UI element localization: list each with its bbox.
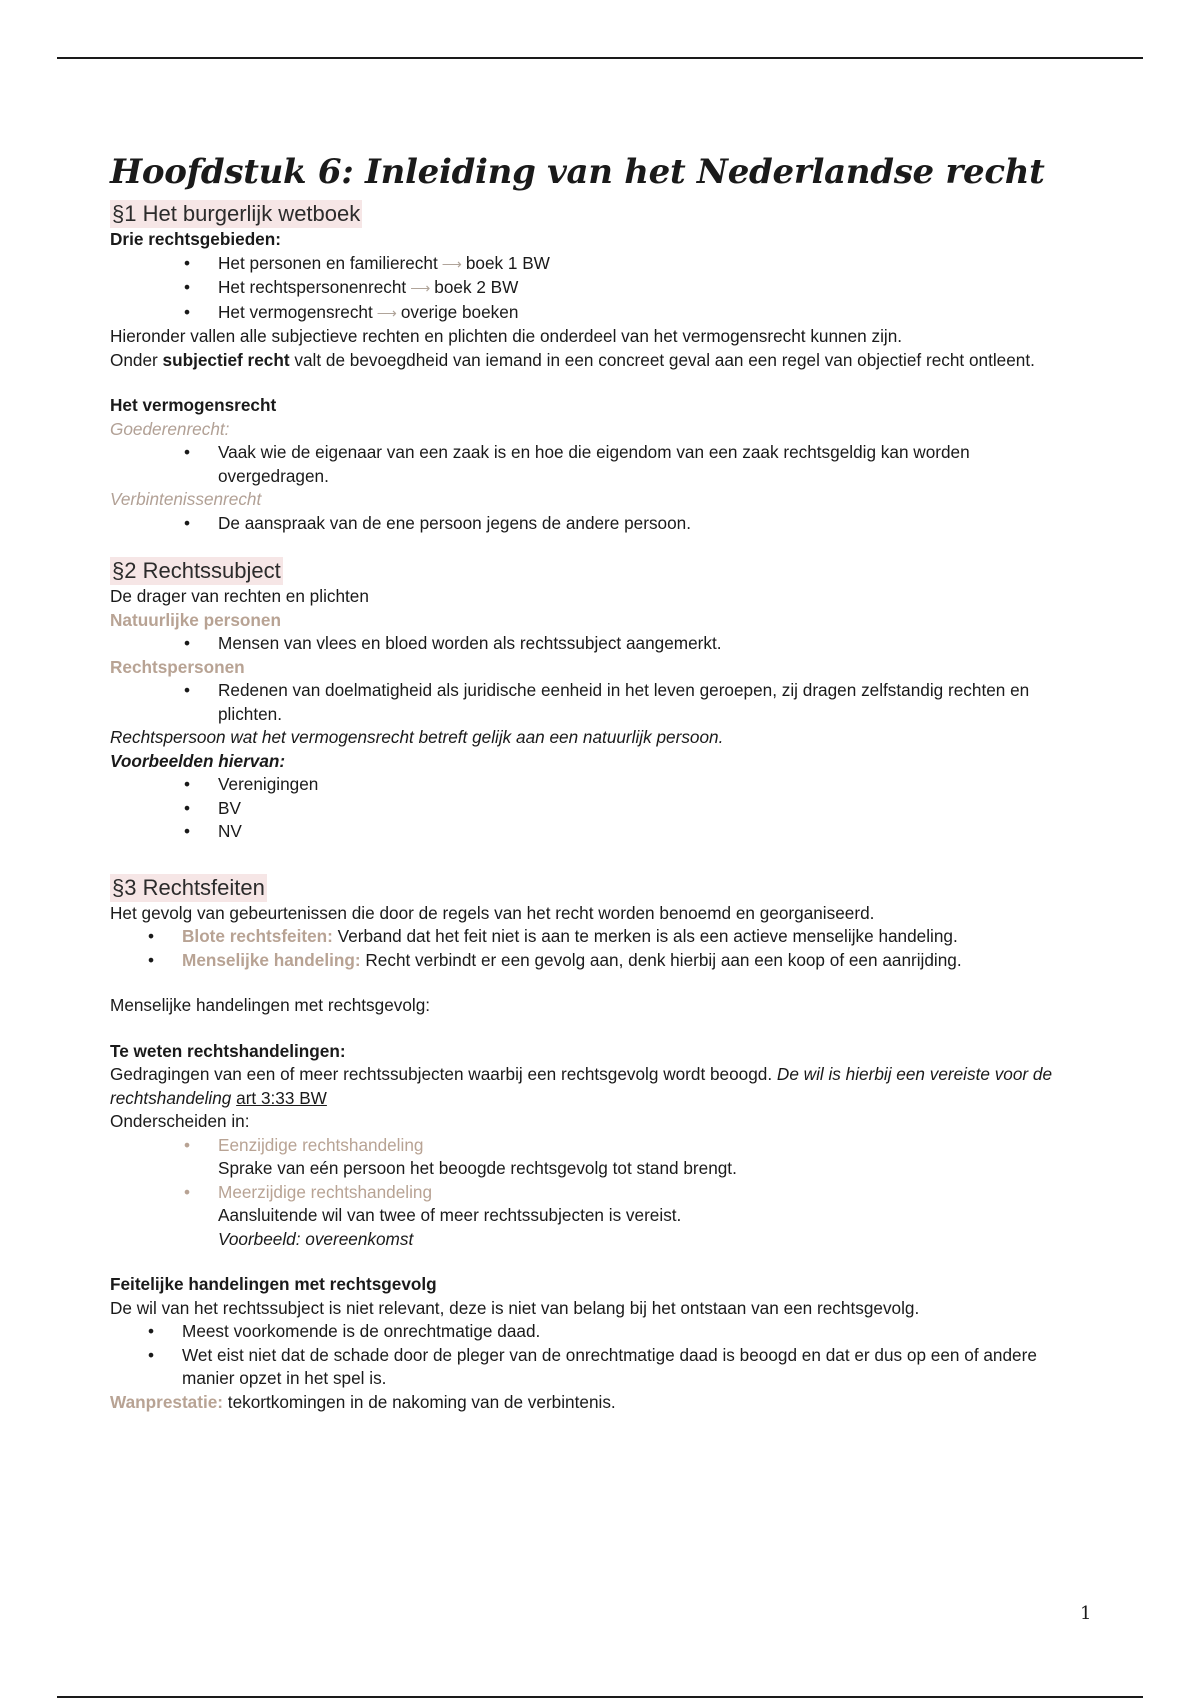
rechtspersoon-note: Rechtspersoon wat het vermogensrecht betreft gelijk aan een natuurlijk persoon. bbox=[110, 727, 724, 747]
s1-para1: Hieronder vallen alle subjectieve rechten en plichten die onderdeel van het vermogensrecht kunnen zijn. bbox=[110, 326, 903, 346]
rechtshandelingen-heading: Te weten rechtshandelingen: bbox=[110, 1040, 346, 1061]
page-title: Hoofdstuk 6: Inleiding van het Nederlandse recht bbox=[110, 152, 1045, 192]
s3-intro: Het gevolg van gebeurtenissen die door de regels van het recht worden benoemd en georganiseerd. bbox=[110, 902, 875, 923]
arrow-icon: ⟶ bbox=[410, 280, 431, 296]
page-number: 1 bbox=[1080, 1603, 1092, 1624]
list-item: • Het personen en familierecht ⟶ boek 1 BW bbox=[110, 252, 1080, 277]
s3-list bbox=[110, 925, 1080, 972]
natuurlijke-personen-label: Natuurlijke personen bbox=[110, 609, 281, 630]
bottom-rule bbox=[57, 1696, 1143, 1698]
list-item: • Het rechtspersonenrecht ⟶ boek 2 BW bbox=[110, 276, 1080, 301]
arrow-icon: ⟶ bbox=[376, 304, 397, 321]
list-item: • Blote rechtsfeiten: Verband dat het feit niet is aan te merken is als een actieve menselijke handeling. bbox=[110, 925, 1080, 949]
feitelijke-list bbox=[110, 1320, 1080, 1391]
list-item: • Redenen van doelmatigheid als juridische eenheid in het leven geroepen, zij dragen zelfstandig rechten en plichten. bbox=[110, 679, 1080, 726]
wanprestatie-line: Wanprestatie: tekortkomingen in de nakoming van de verbintenis. bbox=[110, 1391, 616, 1412]
list-item: • NV bbox=[110, 820, 1080, 844]
s2-intro: De drager van rechten en plichten bbox=[110, 586, 369, 606]
rechtspersonen-label: Rechtspersonen bbox=[110, 656, 245, 677]
list-item: • Het vermogensrecht ⟶ overige boeken bbox=[110, 301, 1080, 326]
list-item: • Eenzijdige rechtshandeling Sprake van eén persoon het beoogde rechtsgevolg tot stand brengt. bbox=[110, 1134, 1080, 1181]
list-item: • Mensen van vlees en bloed worden als rechtssubject aangemerkt. bbox=[110, 632, 1080, 656]
list-item: • Meest voorkomende is de onrechtmatige daad. bbox=[110, 1320, 1080, 1344]
goederenrecht-label: Goederenrecht: bbox=[110, 418, 230, 439]
s1-para2: Onder subjectief recht valt de bevoegdheid van iemand in een concreet geval aan een regel van objectief recht ontleent. bbox=[110, 349, 1035, 370]
menselijke-handelingen-line: Menselijke handelingen met rechtsgevolg: bbox=[110, 995, 431, 1015]
onderscheiden-line: Onderscheiden in: bbox=[110, 1111, 250, 1131]
list-item: • De aanspraak van de ene persoon jegens de andere persoon. bbox=[110, 512, 1080, 536]
document-body bbox=[110, 150, 1080, 1414]
rechtshandeling-types bbox=[110, 1134, 1080, 1252]
top-rule bbox=[57, 57, 1143, 59]
article-reference: art 3:33 BW bbox=[236, 1087, 327, 1108]
examples-list bbox=[110, 773, 1080, 844]
examples-heading: Voorbeelden hiervan: bbox=[110, 750, 286, 771]
section-3-heading: §3 Rechtsfeiten bbox=[112, 874, 265, 900]
vermogensrecht-heading: Het vermogensrecht bbox=[110, 395, 277, 415]
list-item: • Menselijke handeling: Recht verbindt er een gevolg aan, denk hierbij aan een koop of een aanrijding. bbox=[110, 949, 1080, 973]
verbintenissenrecht-label: Verbintenissenrecht bbox=[110, 489, 262, 509]
list-item: • Vaak wie de eigenaar van een zaak is en hoe die eigendom van een zaak rechtsgeldig kan worden overgedragen. bbox=[110, 441, 1080, 488]
rechtshandelingen-text: Gedragingen van een of meer rechtssubjecten waarbij een rechtsgevolg wordt beoogd. De wil is hierbij een vereiste voor de rechtshandeling art 3:33 BW bbox=[110, 1064, 1053, 1108]
list-item: • Verenigingen bbox=[110, 773, 1080, 797]
list-item: • Wet eist niet dat de schade door de pleger van de onrechtmatige daad is beoogd en dat er dus op een of andere manier opzet in het spel is. bbox=[110, 1344, 1080, 1391]
feitelijke-handelingen-text: De wil van het rechtssubject is niet relevant, deze is niet van belang bij het ontstaan van een rechtsgevolg. bbox=[110, 1297, 920, 1318]
list-item: • BV bbox=[110, 797, 1080, 821]
s1-list bbox=[110, 252, 1080, 326]
feitelijke-handelingen-heading: Feitelijke handelingen met rechtsgevolg bbox=[110, 1274, 437, 1294]
section-1-heading: §1 Het burgerlijk wetboek bbox=[112, 201, 361, 226]
list-item: • Meerzijdige rechtshandeling Aansluitende wil van twee of meer rechtssubjecten is vereist. Voorbeeld: overeenkomst bbox=[110, 1181, 1080, 1252]
section-2-heading: §2 Rechtssubject bbox=[112, 558, 281, 583]
s1-subhead: Drie rechtsgebieden: bbox=[110, 229, 281, 249]
arrow-icon: ⟶ bbox=[441, 255, 462, 272]
